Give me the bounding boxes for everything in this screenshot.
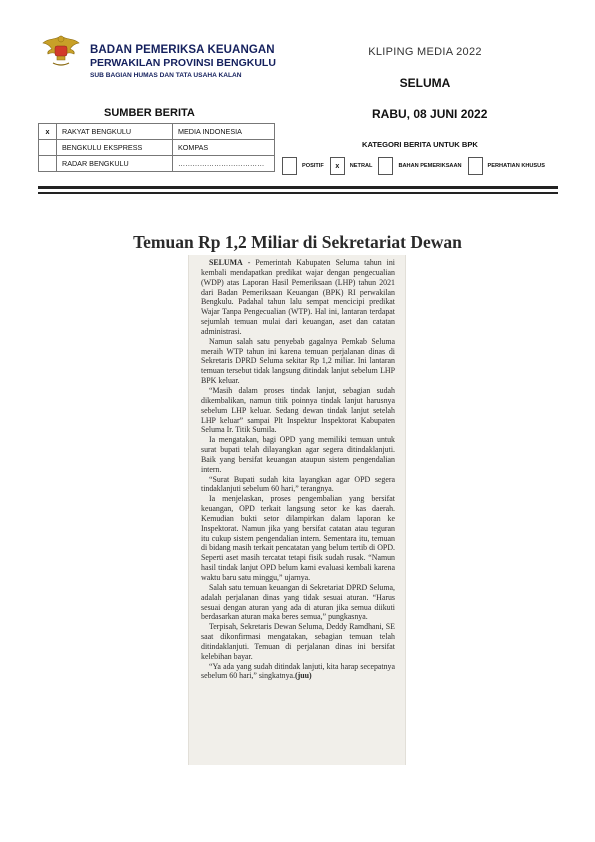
article-paragraph: SELUMA - Pemerintah Kabupaten Seluma tahun ini kembali mendapatkan predikat wajar dengan pengecualian (WDP) atas Laporan Hasil Pemeriksaan (LHP) tahun 2021 dari Badan Pemeriksaan Keuangan (BPK) RI perwakilan Bengkulu. Padahal tahun lalu sempat mencicipi predikat Wajar Tanpa Pengecualian (WTP). Hal ini, lantaran terdapat sejumlah temuan mulai dari keuangan, aset dan catatan administrasi. [201, 258, 395, 336]
source-row [39, 124, 275, 140]
article-body [189, 255, 405, 681]
category-checkbox-positif [282, 157, 297, 175]
category-checkbox-netral: x [330, 157, 345, 175]
article-byline: (juu) [295, 671, 312, 681]
org-subdivision: SUB BAGIAN HUMAS DAN TATA USAHA KALAN [90, 72, 242, 79]
article-dateline: SELUMA [209, 258, 243, 267]
article-paragraph: “Ya ada yang sudah ditindak lanjuti, kita harap secepatnya sebelum 60 hari,” singkatnya.(juu) [201, 661, 395, 681]
article-paragraph: Namun salah satu penyebab gagalnya Pemkab Seluma meraih WTP tahun ini karena temuan perjalanan dinas di Sekretaris DPRD Seluma sekitar Rp 1,2 miliar. Ini lantaran temuan tersebut tidak langsung ditindak lanjut sebelum LHP BPK keluar. [201, 336, 395, 386]
source-table [38, 123, 275, 172]
divider [38, 192, 558, 194]
source-name: RADAR BENGKULU [57, 156, 173, 172]
clipping-date: RABU, 08 JUNI 2022 [372, 107, 488, 121]
article-clipping [188, 255, 406, 765]
category-label: PERHATIAN KHUSUS [487, 163, 545, 169]
source-name: RAKYAT BENGKULU [57, 124, 173, 140]
org-branch: PERWAKILAN PROVINSI BENGKULU [90, 57, 276, 69]
article-headline: Temuan Rp 1,2 Miliar di Sekretariat Dewan [133, 232, 462, 252]
article-paragraph: Ia menjelaskan, proses pengembalian yang bersifat keuangan, OPD terkait langsung setor ke kas daerah. Kemudian bukti setor dilampirkan dalam laporan ke Inspektorat. Namun jika yang bersifat catatan atau teguran itu cukup sistem pengendalian intern. Sementara itu, temuan di bidang masih terkait pencatatan yang belum tertib di OPD. Seperti aset masih tercatat tetapi fisik sudah rusak. “Namun hasil tindak lanjut OPD belum kami evaluasi kembali karena waktu baru satu minggu,” ujarnya. [201, 494, 395, 582]
category-options [282, 157, 551, 175]
source-name: ……………………………… [173, 156, 275, 172]
bpk-logo-icon [40, 30, 82, 72]
source-checkbox [39, 156, 57, 172]
category-checkbox-bahan-pemeriksaan [378, 157, 393, 175]
source-name: BENGKULU EKSPRESS [57, 140, 173, 156]
region-label: SELUMA [399, 76, 451, 90]
category-label: POSITIF [302, 163, 324, 169]
source-name: MEDIA INDONESIA [173, 124, 275, 140]
category-label: BAHAN PEMERIKSAAN [398, 163, 462, 169]
source-row [39, 140, 275, 156]
source-checkbox: x [39, 124, 57, 140]
source-checkbox [39, 140, 57, 156]
article-paragraph: Ia mengatakan, bagi OPD yang memiliki temuan untuk surat bupati telah dilayangkan agar segera ditindaklanjuti. Baik yang bersifat keuangan ataupun sistem pengendalian intern. [201, 435, 395, 474]
article-paragraph: “Surat Bupati sudah kita layangkan agar OPD segera tindaklanjuti sebelum 60 hari,” terangnya. [201, 474, 395, 494]
divider [38, 186, 558, 189]
clipping-label: KLIPING MEDIA 2022 [368, 46, 482, 58]
article-paragraph: “Masih dalam proses tindak lanjut, sebagian sudah dikembalikan, namun titik poinnya tindak lanjut harusnya sebelum LHP keluar. Sedang dewan tindak lanjut setelah LHP keluar” sampai Plt Inspektur Inspektorat Kabupaten Seluma Ir. Titik Sumila. [201, 385, 395, 435]
org-name: BADAN PEMERIKSA KEUANGAN [90, 44, 275, 56]
category-checkbox-perhatian-khusus [468, 157, 483, 175]
clipping-title-block [355, 46, 495, 90]
source-title: SUMBER BERITA [104, 107, 195, 119]
source-row [39, 156, 275, 172]
source-name: KOMPAS [173, 140, 275, 156]
category-title: KATEGORI BERITA UNTUK BPK [362, 140, 478, 149]
article-paragraph: Terpisah, Sekretaris Dewan Seluma, Deddy Ramdhani, SE saat dikonfirmasi mengatakan, sebagian temuan telah ditindaklanjuti. Temuan di perjalanan dinas ini bersifat kelebihan bayar. [201, 622, 395, 661]
article-paragraph: Salah satu temuan keuangan di Sekretariat DPRD Seluma, adalah perjalanan dinas yang tidak sesuai aturan. “Harus sesuai dengan aturan yang ada di aturan jika semua diikuti berdasarkan aturan maka beres semua,” pungkasnya. [201, 582, 395, 622]
category-label: NETRAL [349, 163, 373, 169]
org-block [90, 44, 276, 79]
